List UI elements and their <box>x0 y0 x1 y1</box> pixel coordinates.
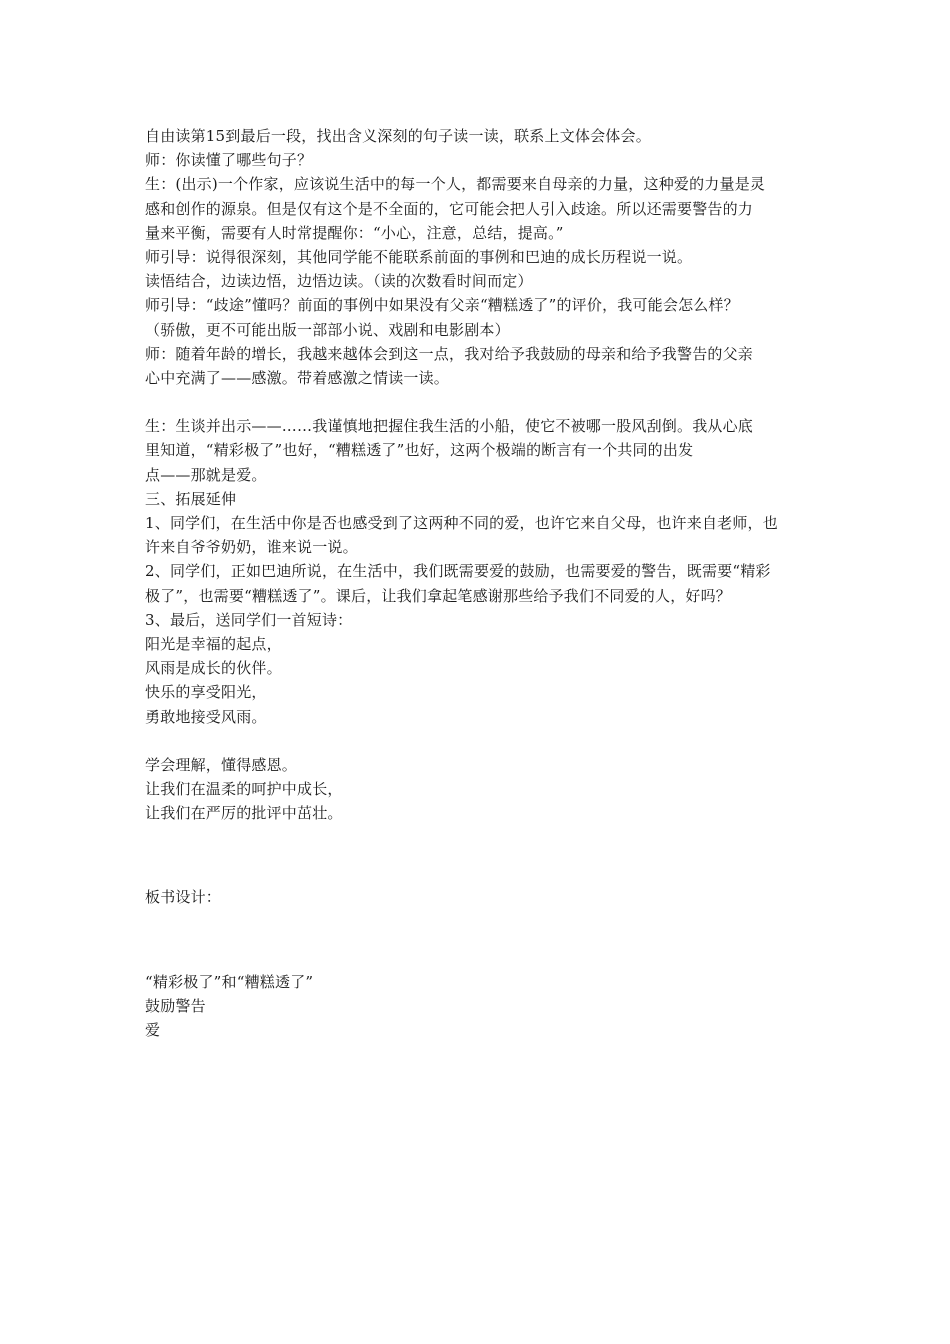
paragraph-line: 量来平衡，需要有人时常提醒你：“小心，注意，总结，提高。” <box>145 223 564 242</box>
document-body <box>145 124 825 1042</box>
teaching-dialogue <box>145 124 825 390</box>
board-line: 爱 <box>145 1021 161 1040</box>
section-heading: 三、拓展延伸 <box>145 489 237 508</box>
paragraph-line: 生：生谈并出示——……我谨慎地把握住我生活的小船，使它不被哪一股风刮倒。我从心底 <box>145 417 754 436</box>
paragraph-line: 自由读第15到最后一段，找出含义深刻的句子读一读，联系上文体会体会。 <box>145 127 651 145</box>
poem-line: 风雨是成长的伙伴。 <box>145 659 282 678</box>
paragraph-line: 师引导：“歧途”懂吗？前面的事例中如果没有父亲“糟糕透了”的评价，我可能会怎么样？ <box>145 296 739 315</box>
paragraph-line: 读悟结合，边读边悟，边悟边读。（读的次数看时间而定） <box>145 272 533 291</box>
board-line: “精彩极了”和“糟糕透了” <box>145 972 314 991</box>
paragraph-line: 感和创作的源泉。但是仅有这个是不全面的，它可能会把人引入歧途。所以还需要警告的力 <box>145 199 754 218</box>
poem-line: 让我们在严厉的批评中茁壮。 <box>145 804 343 823</box>
paragraph-line: 点——那就是爱。 <box>145 465 267 484</box>
extension-section <box>145 414 825 729</box>
paragraph-line: （骄傲，更不可能出版一部部小说、戏剧和电影剧本） <box>145 320 510 339</box>
paragraph-line: 生：(出示)一个作家，应该说生活中的每一个人，都需要来自母亲的力量，这种爱的力量是灵 <box>145 175 766 194</box>
poem-line: 阳光是幸福的起点， <box>145 635 282 654</box>
poem-line: 学会理解，懂得感恩。 <box>145 755 298 774</box>
paragraph-line: 极了”，也需要“糟糕透了”。课后，让我们拿起笔感谢那些给予我们不同爱的人，好吗？ <box>145 586 732 605</box>
poem-line: 勇敢地接受风雨。 <box>145 707 267 726</box>
board-design-title: 板书设计： <box>145 888 222 907</box>
board-line: 鼓励警告 <box>145 996 206 1015</box>
paragraph-line: 1、同学们，在生活中你是否也感受到了这两种不同的爱，也许它来自父母，也许来自老师，也 <box>145 514 778 533</box>
paragraph-line: 里知道，“精彩极了”也好，“糟糕透了”也好，这两个极端的断言有一个共同的出发 <box>145 441 694 460</box>
poem-line: 让我们在温柔的呵护中成长， <box>145 780 343 799</box>
poem-line: 快乐的享受阳光， <box>145 683 267 702</box>
paragraph-line: 心中充满了——感激。带着感激之情读一读。 <box>145 369 450 388</box>
blank-line <box>145 729 825 753</box>
blank-line <box>145 390 825 414</box>
blank-line <box>145 910 825 970</box>
paragraph-line: 师引导：说得很深刻，其他同学能不能联系前面的事例和巴迪的成长历程说一说。 <box>145 248 693 267</box>
board-design <box>145 970 825 1043</box>
paragraph-line: 师：随着年龄的增长，我越来越体会到这一点，我对给予我鼓励的母亲和给予我警告的父亲 <box>145 344 754 363</box>
paragraph-line: 师：你读懂了哪些句子？ <box>145 151 313 170</box>
paragraph-line: 许来自爷爷奶奶，谁来说一说。 <box>145 538 358 557</box>
paragraph-line: 3、最后，送同学们一首短诗： <box>145 610 353 629</box>
closing-poem <box>145 753 825 826</box>
paragraph-line: 2、同学们，正如巴迪所说，在生活中，我们既需要爱的鼓励，也需要爱的警告，既需要“精彩 <box>145 562 771 581</box>
blank-line <box>145 825 825 885</box>
